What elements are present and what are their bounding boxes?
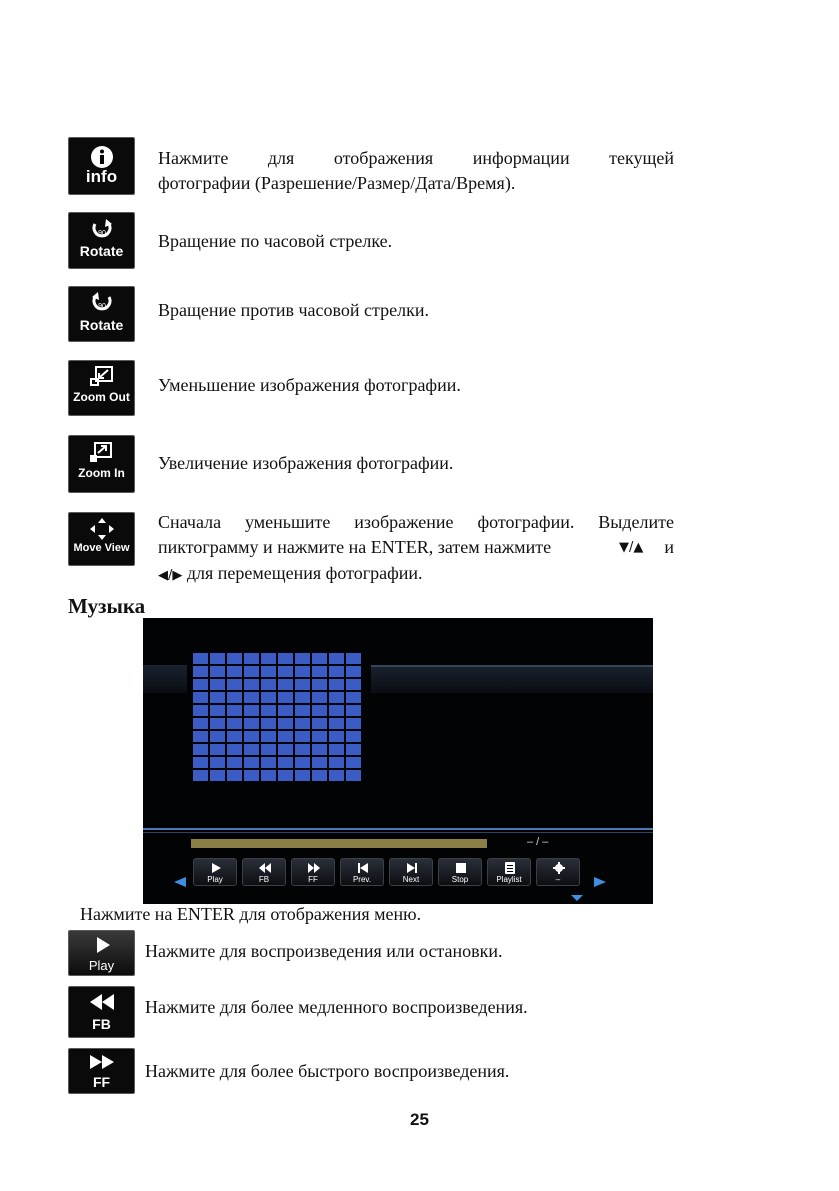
album-art-cell [210, 666, 225, 677]
album-art-cell [227, 744, 242, 755]
ff-icon-tile [68, 1048, 135, 1094]
time-readout: – / – [527, 836, 549, 848]
move-view-description-line3 [158, 561, 423, 588]
move-view-icon [89, 517, 115, 541]
album-art-cell [261, 770, 276, 781]
album-art-cell [244, 692, 259, 703]
album-art-cell [346, 653, 361, 664]
album-art-cell [295, 705, 310, 716]
info-icon-tile [68, 137, 135, 195]
previous-icon [356, 862, 370, 874]
rotate-cw-icon [89, 218, 115, 242]
move-view-description-line2 [158, 535, 674, 560]
album-art-cell [329, 666, 344, 677]
separator-line [143, 828, 653, 830]
move-view-icon-tile [68, 512, 135, 566]
album-art-cell [193, 744, 208, 755]
album-art-cell [261, 718, 276, 729]
album-art-cell [312, 731, 327, 742]
album-art-cell [312, 666, 327, 677]
album-art-cell [312, 744, 327, 755]
album-art-cell [312, 757, 327, 768]
rotate-ccw-icon [89, 291, 115, 315]
rotate-ccw-icon-tile [68, 286, 135, 342]
play-description: Нажмите для воспроизведения или остановки. [145, 941, 503, 961]
album-art-cell [329, 744, 344, 755]
zoom-in-description: Увеличение изображения фотографии. [158, 453, 454, 473]
album-art-cell [278, 744, 293, 755]
album-art-cell [295, 744, 310, 755]
play-icon [209, 862, 223, 874]
player-button-label: Playlist [496, 875, 522, 884]
album-art-cell [261, 731, 276, 742]
album-art-cell [193, 705, 208, 716]
album-art-cell [346, 731, 361, 742]
album-art-cell [346, 744, 361, 755]
nav-down-icon[interactable] [570, 894, 584, 902]
album-art-cell [346, 757, 361, 768]
album-art-cell [278, 679, 293, 690]
album-art-cell [193, 770, 208, 781]
player-button-label: FF [308, 875, 318, 884]
album-art-cell [261, 653, 276, 664]
album-art-cell [295, 679, 310, 690]
album-art-cell [210, 653, 225, 664]
fast-backward-icon [89, 993, 115, 1011]
album-art-cell [329, 653, 344, 664]
album-art-cell [244, 770, 259, 781]
player-fb-button[interactable] [242, 858, 286, 886]
rotate-badge: 90 [98, 303, 106, 310]
album-art-cell [312, 718, 327, 729]
album-art-cell [244, 757, 259, 768]
album-art-cell [193, 679, 208, 690]
tile-label: Play [88, 958, 115, 973]
play-icon-tile [68, 930, 135, 976]
music-player-screenshot [143, 618, 653, 904]
album-art-cell [261, 666, 276, 677]
info-description-line2: фотографии (Разрешение/Размер/Дата/Время). [158, 173, 516, 193]
album-art-cell [295, 653, 310, 664]
move-view-description-line1: Сначала уменьшите изображение фотографии. Выделите [158, 512, 674, 532]
album-art-cell [329, 770, 344, 781]
album-art-cell [329, 731, 344, 742]
album-art-cell [346, 770, 361, 781]
album-art-cell [329, 718, 344, 729]
album-art-cell [295, 757, 310, 768]
album-art-cell [278, 731, 293, 742]
album-art-cell [210, 718, 225, 729]
page-number: 25 [410, 1110, 429, 1129]
album-art-cell [193, 757, 208, 768]
album-art-cell [329, 679, 344, 690]
album-art-cell [278, 718, 293, 729]
info-icon [90, 145, 114, 169]
tile-label: Zoom In [78, 466, 125, 480]
album-art-cell [210, 692, 225, 703]
album-art-cell [227, 666, 242, 677]
tile-label: Rotate [79, 317, 124, 333]
album-art-cell [193, 718, 208, 729]
album-art-cell [244, 744, 259, 755]
album-art-cell [329, 757, 344, 768]
album-art-cell [244, 666, 259, 677]
album-art-cell [261, 705, 276, 716]
album-art-cell [244, 718, 259, 729]
top-band-left [143, 665, 187, 693]
playlist-icon [503, 862, 517, 874]
album-art-cell [261, 744, 276, 755]
tile-label: FF [92, 1074, 111, 1090]
tile-label: info [85, 167, 118, 186]
album-art-cell [210, 757, 225, 768]
tile-label: Zoom Out [73, 390, 130, 404]
left-right-arrows-icon: ◀/▶ [158, 568, 183, 583]
tile-label: FB [92, 1016, 111, 1032]
tile-label: Rotate [79, 243, 124, 259]
album-art-cell [312, 770, 327, 781]
tile-label: Move View [73, 542, 130, 554]
rotate-badge: 90 [98, 230, 106, 237]
fast-forward-icon [307, 862, 321, 874]
album-art-cell [295, 718, 310, 729]
album-art-cell [278, 757, 293, 768]
album-art-cell [261, 757, 276, 768]
play-icon [95, 936, 111, 954]
zoom-out-description: Уменьшение изображения фотографии. [158, 375, 461, 395]
album-art-cell [312, 705, 327, 716]
album-art-cell [278, 653, 293, 664]
album-art-cell [210, 679, 225, 690]
info-description-line1: Нажмите для отображения информации текущей [158, 148, 674, 168]
album-art-cell [346, 666, 361, 677]
player-button-label: Next [402, 875, 420, 884]
album-art-cell [261, 679, 276, 690]
zoom-in-icon [89, 442, 113, 464]
album-art-cell [227, 718, 242, 729]
music-heading: Музыка [68, 594, 146, 618]
album-art-cell [295, 770, 310, 781]
album-art-cell [193, 731, 208, 742]
album-art-cell [278, 705, 293, 716]
zoom-out-icon-tile [68, 360, 135, 416]
player-button-label: Play [207, 875, 223, 884]
album-art-cell [227, 705, 242, 716]
album-art-cell [244, 679, 259, 690]
next-icon [405, 862, 419, 874]
rotate-cw-description: Вращение по часовой стрелке. [158, 231, 393, 251]
fast-forward-icon [89, 1054, 115, 1070]
player-button-label: Stop [451, 875, 469, 884]
nav-right-icon[interactable] [593, 876, 607, 888]
stop-icon [454, 862, 468, 874]
move-view-line2-text: пиктограмму и нажмите на ENTER, затем нажмите [158, 537, 552, 557]
fb-description: Нажмите для более медленного воспроизведения. [145, 997, 528, 1017]
album-art-cell [210, 731, 225, 742]
move-view-line3-text: для перемещения фотографии. [186, 563, 423, 583]
album-art-cell [227, 679, 242, 690]
album-art-cell [278, 666, 293, 677]
album-art-cell [261, 692, 276, 703]
album-art-cell [295, 731, 310, 742]
album-art-cell [210, 744, 225, 755]
album-art-cell [278, 692, 293, 703]
player-button-label: Prev. [352, 875, 372, 884]
zoom-out-icon [90, 366, 114, 388]
album-art-cell [346, 718, 361, 729]
top-band-right [371, 665, 653, 693]
ff-description: Нажмите для более быстрого воспроизведения. [145, 1061, 510, 1081]
album-art-cell [193, 692, 208, 703]
nav-left-icon[interactable] [173, 876, 187, 888]
player-prev-button[interactable] [340, 858, 384, 886]
album-art-cell [295, 666, 310, 677]
rotate-cw-icon-tile [68, 212, 135, 269]
album-art-cell [346, 705, 361, 716]
album-art-cell [227, 731, 242, 742]
album-art-cell [244, 705, 259, 716]
album-art-cell [329, 705, 344, 716]
player-ff-button[interactable] [291, 858, 335, 886]
fb-icon-tile [68, 986, 135, 1038]
album-art-cell [312, 679, 327, 690]
separator-line-thin [143, 832, 653, 833]
album-art-cell [346, 679, 361, 690]
album-art-cell [244, 731, 259, 742]
progress-bar[interactable] [191, 839, 487, 848]
enter-caption: Нажмите на ENTER для отображения меню. [80, 904, 422, 924]
fast-backward-icon [258, 862, 272, 874]
album-art-placeholder [193, 653, 363, 785]
album-art-cell [193, 666, 208, 677]
album-art-cell [295, 692, 310, 703]
album-art-cell [227, 770, 242, 781]
player-stop-button[interactable] [438, 858, 482, 886]
album-art-cell [329, 692, 344, 703]
album-art-cell [227, 757, 242, 768]
album-art-cell [227, 653, 242, 664]
album-art-cell [278, 770, 293, 781]
zoom-in-icon-tile [68, 435, 135, 493]
gear-icon [552, 862, 566, 874]
move-view-line2-and: и [664, 537, 674, 557]
player-settings-button[interactable] [536, 858, 580, 886]
album-art-cell [244, 653, 259, 664]
album-art-cell [227, 692, 242, 703]
down-up-arrows-icon: ▼/▲ [619, 540, 644, 555]
album-art-cell [193, 653, 208, 664]
album-art-cell [210, 770, 225, 781]
player-next-button[interactable] [389, 858, 433, 886]
album-art-cell [312, 692, 327, 703]
player-button-label: FB [258, 875, 270, 884]
album-art-cell [210, 705, 225, 716]
album-art-cell [312, 653, 327, 664]
top-band-edge-right [371, 665, 653, 667]
player-playlist-button[interactable] [487, 858, 531, 886]
player-button-label: – [555, 875, 561, 884]
album-art-cell [346, 692, 361, 703]
rotate-ccw-description: Вращение против часовой стрелки. [158, 300, 429, 320]
player-play-button[interactable] [193, 858, 237, 886]
